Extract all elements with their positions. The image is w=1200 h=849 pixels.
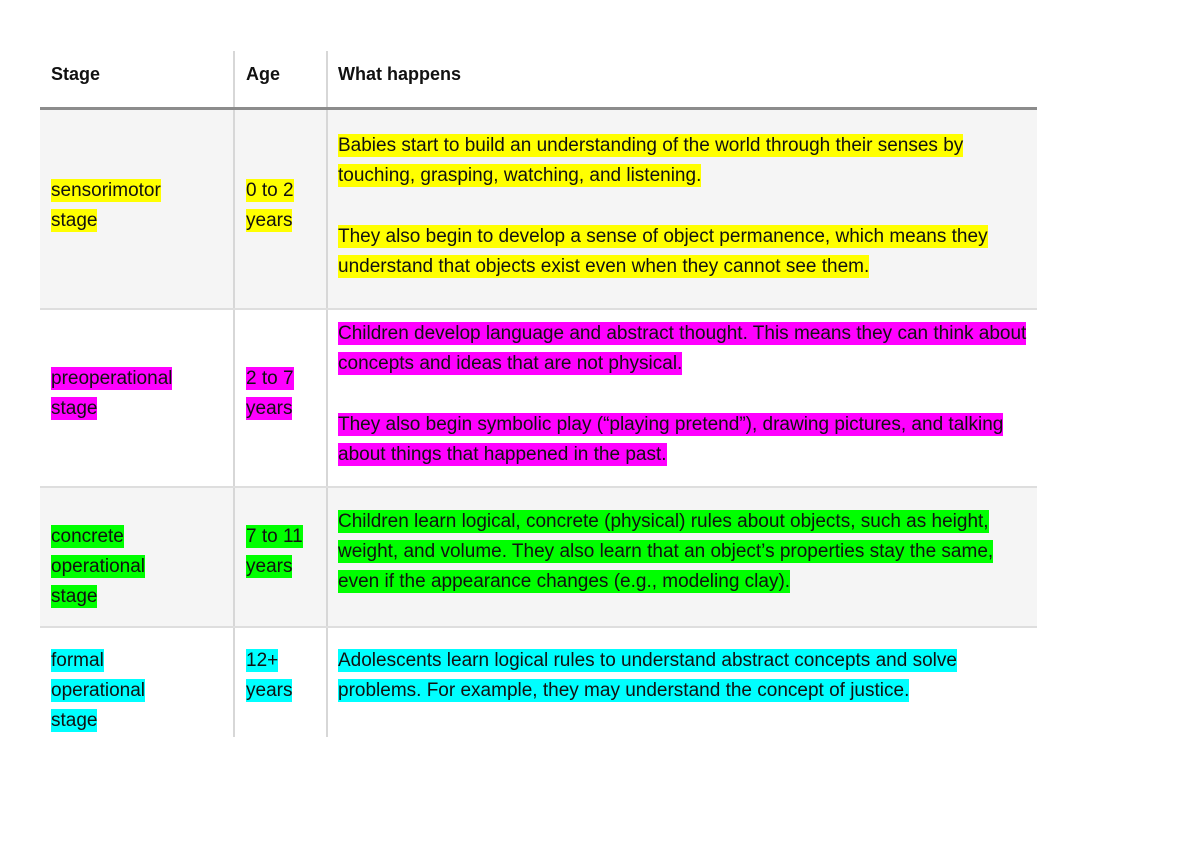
age-range: 12+ years [246,650,293,701]
stage-cell [40,628,233,737]
stage-cell [40,310,233,486]
age-cell [233,110,326,308]
stage-name: sensorimotor stage [51,180,161,231]
age-range: 2 to 7 years [246,368,294,419]
table-header-row [40,51,1037,110]
header-stage: Stage [51,64,101,84]
age-cell [233,628,326,737]
stage-cell [40,110,233,308]
table-row [40,110,1037,310]
description-paragraph: Babies start to build an understanding of the world through their senses by touching, grasping, watching, and listening. [338,135,964,186]
description-paragraph: They also begin to develop a sense of object permanence, which means they understand that objects exist even when they cannot see them. [338,226,988,277]
header-what-happens: What happens [326,51,1037,107]
description-paragraph: Children learn logical, concrete (physical) rules about objects, such as height, weight, and volume. They also learn that an object’s properties stay the same, even if the appearance changes (e.g., modeling clay). [338,511,994,592]
header-age: Age [233,51,326,107]
age-cell [233,488,326,626]
stages-table [40,51,1037,737]
table-row [40,488,1037,628]
description-paragraph: Adolescents learn logical rules to understand abstract concepts and solve problems. For example, they may understand the concept of justice. [338,650,957,701]
description-paragraph: They also begin symbolic play (“playing pretend”), drawing pictures, and talking about things that happened in the past. [338,414,1004,465]
description-cell [326,628,1037,737]
stage-name: concrete operational stage [51,526,146,607]
description-paragraph: Children develop language and abstract thought. This means they can think about concepts and ideas that are not physical. [338,323,1027,374]
stage-name: formal operational stage [51,650,146,731]
stage-name: preoperational stage [51,368,173,419]
table-row [40,628,1037,737]
age-cell [233,310,326,486]
description-cell [326,110,1037,308]
description-cell [326,488,1037,626]
age-range: 0 to 2 years [246,180,294,231]
age-range: 7 to 11 years [246,526,303,577]
stage-cell [40,488,233,626]
description-cell [326,310,1037,486]
table-row [40,310,1037,488]
